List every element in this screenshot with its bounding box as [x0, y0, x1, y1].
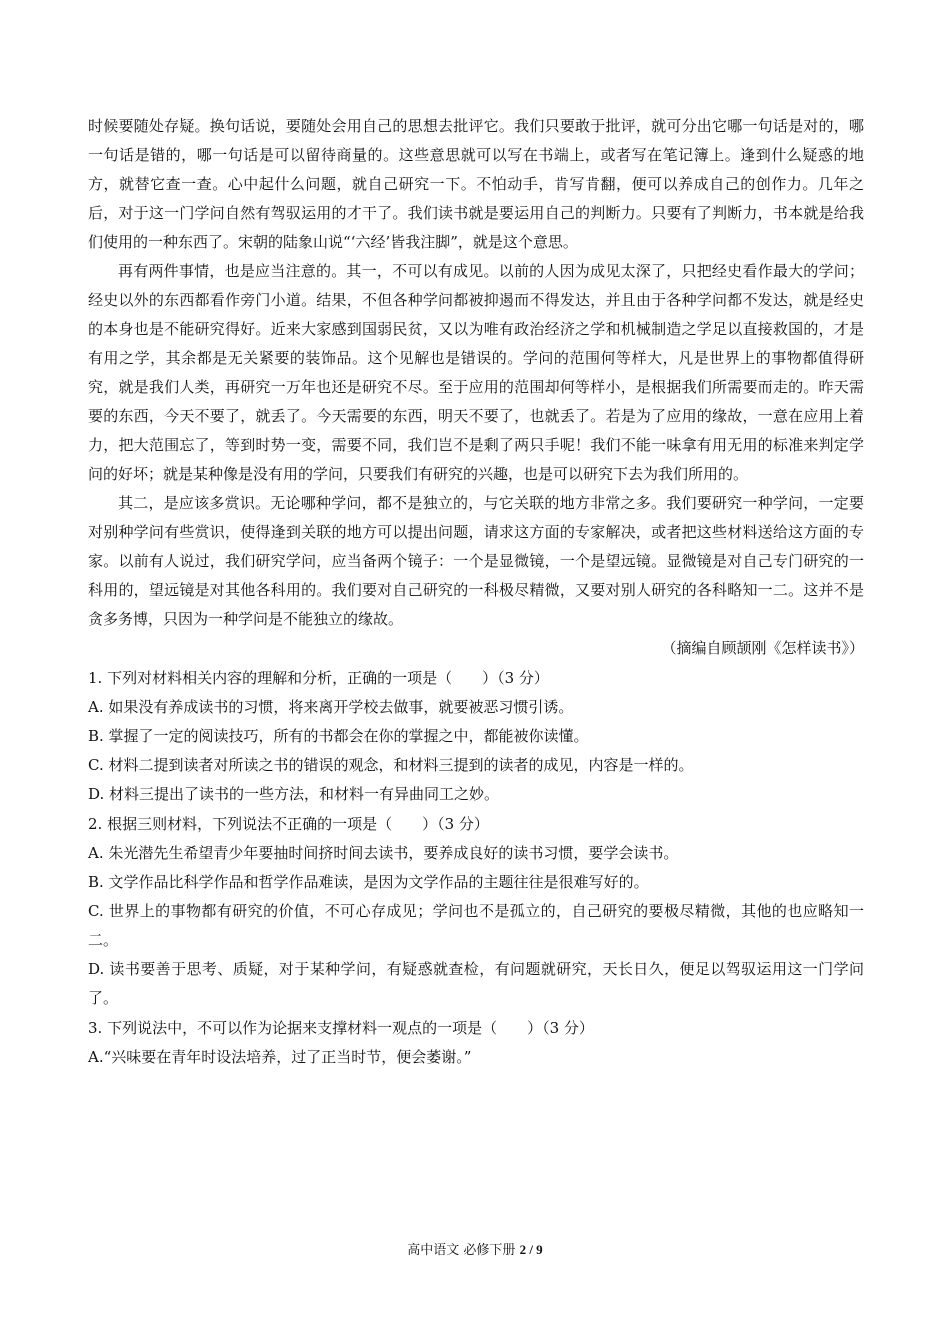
question-stem: 1. 下列对材料相关内容的理解和分析，正确的一项是（ ）（3 分）	[88, 669, 549, 687]
page-content	[88, 112, 864, 1072]
question-option: A. 朱光潜先生希望青少年要抽时间挤时间去读书，要养成良好的读书习惯，要学会读书。	[88, 844, 679, 862]
passage-source: （摘编自顾颉刚《怎样读书》）	[661, 639, 864, 657]
question-stem: 2. 根据三则材料，下列说法不正确的一项是（ ）（3 分）	[88, 815, 489, 833]
question-block	[88, 1014, 864, 1072]
passage-paragraph: 再有两件事情，也是应当注意的。其一，不可以有成见。以前的人因为成见太深了，只把经史看作最大的学问；经史以外的东西都看作旁门小道。结果，不但各种学问都被抑遏而不得发达，并且由于各种学问都不发达，就是经史的本身也是不能研究得好。近来大家感到国弱民贫，又以为唯有政治经济之学和机械制造之学足以直接救国的，才是有用之学，其余都是无关紧要的装饰品。这个见解也是错误的。学问的范围何等样大，凡是世界上的事物都值得研究，就是我们人类，再研究一万年也还是研究不尽。至于应用的范围却何等样小，是根据我们所需要而走的。昨天需要的东西，今天不要了，就丢了。今天需要的东西，明天不要了，也就丢了。若是为了应用的缘故，一意在应用上着力，把大范围忘了，等到时势一变，需要不同，我们岂不是剩了两只手呢！我们不能一味拿有用无用的标准来判定学问的好坏；就是某种像是没有用的学问，只要我们有研究的兴趣，也是可以研究下去为我们所用的。	[88, 262, 864, 483]
question-block	[88, 810, 864, 1013]
question-option: D. 材料三提出了读书的一些方法，和材料一有异曲同工之妙。	[88, 785, 500, 803]
question-option: C. 材料二提到读者对所读之书的错误的观念，和材料三提到的读者的成见，内容是一样的。	[88, 756, 694, 774]
question-block	[88, 664, 864, 809]
question-option: D. 读书要善于思考、质疑，对于某种学问，有疑惑就查检，有问题就研究，天长日久，便足以驾驭运用这一门学问了。	[88, 960, 864, 1007]
question-option: A. 如果没有养成读书的习惯，将来离开学校去做事，就要被恶习惯引诱。	[88, 698, 574, 716]
question-option: C. 世界上的事物都有研究的价值，不可心存成见；学问也不是孤立的，自己研究的要极尽精微，其他的也应略知一二。	[88, 902, 864, 949]
page-number: 2 / 9	[519, 1242, 543, 1257]
question-stem: 3. 下列说法中，不可以作为论据来支撑材料一观点的一项是（ ）（3 分）	[88, 1019, 594, 1037]
question-option: A.“兴味要在青年时设法培养，过了正当时节，便会萎谢。”	[88, 1048, 472, 1066]
page-footer	[0, 1241, 950, 1260]
passage-paragraph: 其二，是应该多赏识。无论哪种学问，都不是独立的，与它关联的地方非常之多。我们要研究一种学问，一定要对别种学问有些赏识，使得逢到关联的地方可以提出问题，请求这方面的专家解决，或者把这些材料送给这方面的专家。以前有人说过，我们研究学问，应当备两个镜子：一个是显微镜，一个是望远镜。显微镜是对自己专门研究的一科用的，望远镜是对其他各科用的。我们要对自己研究的一科极尽精微，又要对别人研究的各科略知一二。这并不是贪多务博，只因为一种学问是不能独立的缘故。	[88, 494, 864, 628]
question-option: B. 文学作品比科学作品和哲学作品难读，是因为文学作品的主题往往是很难写好的。	[88, 873, 649, 891]
passage-paragraph: 时候要随处存疑。换句话说，要随处会用自己的思想去批评它。我们只要敢于批评，就可分出它哪一句话是对的，哪一句话是错的，哪一句话是可以留待商量的。这些意思就可以写在书端上，或者写在笔记簿上。逢到什么疑惑的地方，就替它查一查。心中起什么问题，就自己研究一下。不怕动手，肯写肯翻，便可以养成自己的创作力。几年之后，对于这一门学问自然有驾驭运用的才干了。我们读书就是要运用自己的判断力。只要有了判断力，书本就是给我们使用的一种东西了。宋朝的陆象山说“‘六经’皆我注脚”，就是这个意思。	[88, 117, 864, 251]
question-option: B. 掌握了一定的阅读技巧，所有的书都会在你的掌握之中，都能被你读懂。	[88, 727, 589, 745]
footer-subject: 高中语文 必修下册	[407, 1243, 520, 1258]
